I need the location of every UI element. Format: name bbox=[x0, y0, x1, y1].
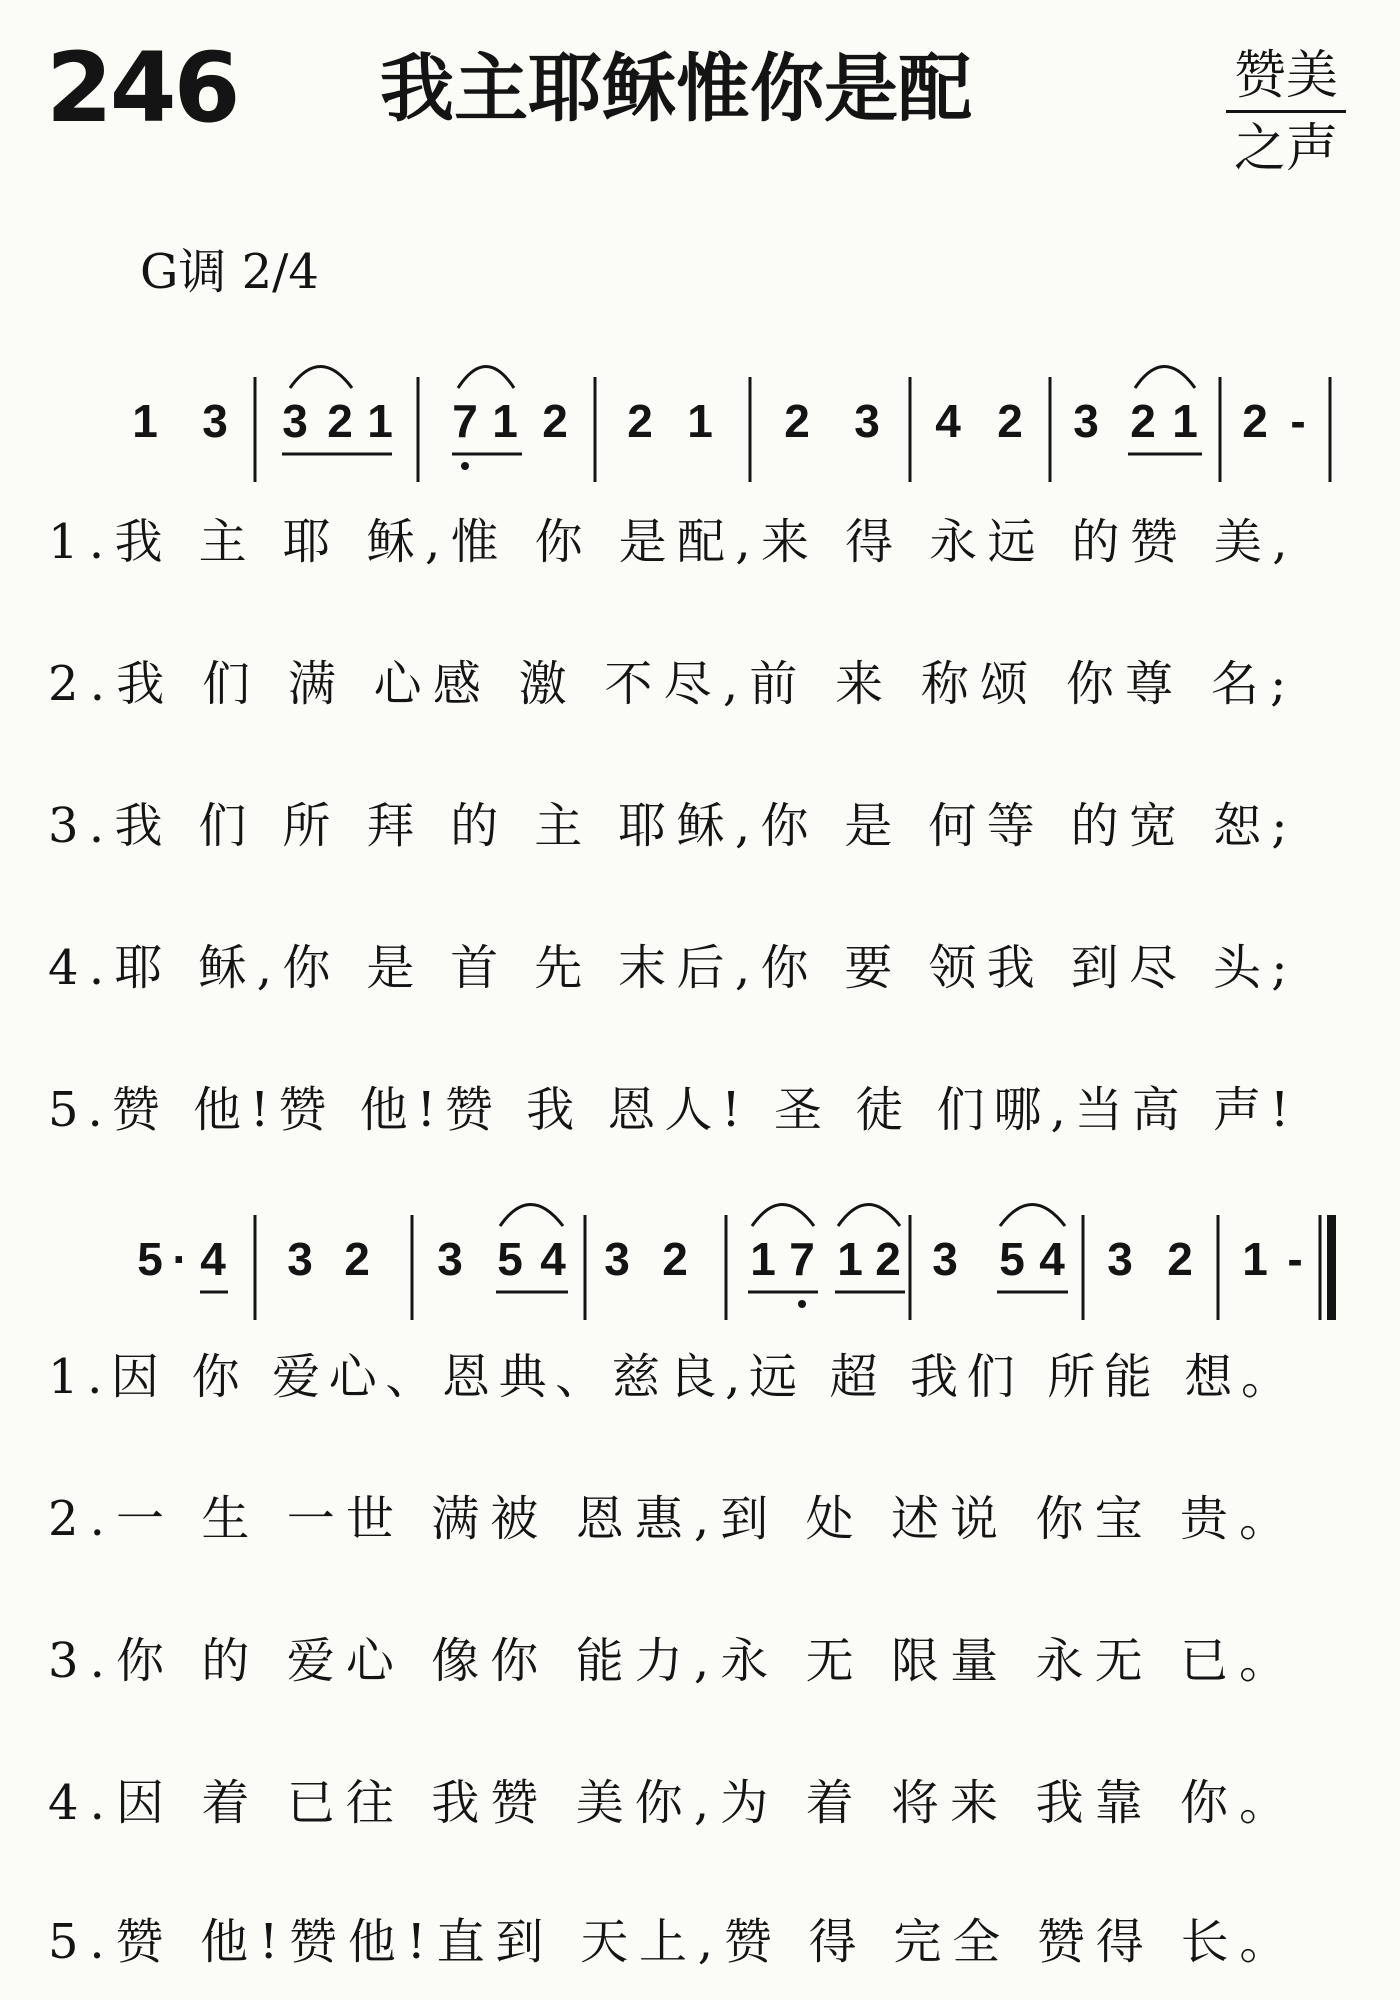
note: 3 bbox=[437, 1233, 463, 1285]
lyric-line: 4.耶 稣,你 是 首 先 末后,你 要 领我 到尽 头; bbox=[48, 940, 1298, 996]
note: 3 bbox=[287, 1233, 313, 1285]
notation-line-2 bbox=[0, 1218, 1400, 1308]
slur bbox=[458, 367, 514, 389]
note: 3 bbox=[282, 395, 308, 447]
note: 2 bbox=[344, 1233, 370, 1285]
note: 1 bbox=[1242, 1233, 1268, 1285]
note: 1 bbox=[750, 1233, 776, 1285]
slur bbox=[290, 367, 352, 389]
note: - bbox=[1290, 395, 1306, 447]
note: 3 bbox=[932, 1233, 958, 1285]
lyric-line: 5.赞 他!赞他!直到 天上,赞 得 完全 赞得 长。 bbox=[48, 1914, 1299, 1970]
lyric-line: 2.一 生 一世 满被 恩惠,到 处 述说 你宝 贵。 bbox=[48, 1491, 1299, 1547]
note: 2 bbox=[627, 395, 653, 447]
hymn-number: 246 bbox=[46, 32, 238, 144]
lyric-line: 1.因 你 爱心、恩典、慈良,远 超 我们 所能 想。 bbox=[48, 1349, 1298, 1405]
slur bbox=[838, 1205, 900, 1227]
note: 3 bbox=[604, 1233, 630, 1285]
lyric-line: 4.因 着 已往 我赞 美你,为 着 将来 我靠 你。 bbox=[48, 1775, 1299, 1831]
note: 5 bbox=[999, 1233, 1025, 1285]
note: 4 bbox=[1039, 1233, 1065, 1285]
notation-staff-1 bbox=[0, 380, 1400, 480]
note: 3 bbox=[1073, 395, 1099, 447]
note: 2 bbox=[784, 395, 810, 447]
lyric-line: 3.我 们 所 拜 的 主 耶稣,你 是 何等 的宽 恕; bbox=[48, 798, 1298, 854]
note: 1 bbox=[132, 395, 158, 447]
note: 2 bbox=[997, 395, 1023, 447]
note: 2 bbox=[542, 395, 568, 447]
note: 1 bbox=[687, 395, 713, 447]
key-signature: G调 2/4 bbox=[140, 244, 319, 300]
note: 3 bbox=[1107, 1233, 1133, 1285]
note: 4 bbox=[540, 1233, 566, 1285]
note: 2 bbox=[1130, 395, 1156, 447]
low-octave-dot bbox=[798, 1300, 806, 1308]
hymnal-source bbox=[1226, 46, 1346, 179]
note: 2 bbox=[662, 1233, 688, 1285]
source-line-2: 之声 bbox=[1233, 119, 1338, 179]
lyric-line: 2.我 们 满 心感 激 不尽,前 来 称颂 你尊 名; bbox=[48, 656, 1298, 712]
slur bbox=[1000, 1205, 1065, 1227]
note: 1 bbox=[492, 395, 518, 447]
note: 5 bbox=[497, 1233, 523, 1285]
note: 3 bbox=[854, 395, 880, 447]
notation-staff-2 bbox=[0, 1218, 1400, 1318]
note: 2 bbox=[1242, 395, 1268, 447]
note: 2 bbox=[1167, 1233, 1193, 1285]
note: 4 bbox=[935, 395, 961, 447]
note: 2 bbox=[327, 395, 353, 447]
source-line-1: 赞美 bbox=[1226, 50, 1346, 113]
note: - bbox=[1287, 1233, 1303, 1285]
notation-line-1 bbox=[0, 380, 1400, 470]
note: 2 bbox=[875, 1233, 901, 1285]
lyric-line: 1.我 主 耶 稣,惟 你 是配,来 得 永远 的赞 美, bbox=[48, 514, 1298, 570]
lyric-line: 3.你 的 爱心 像你 能力,永 无 限量 永无 已。 bbox=[48, 1633, 1299, 1689]
note: · bbox=[172, 1233, 188, 1285]
note: 1 bbox=[837, 1233, 863, 1285]
slur bbox=[752, 1205, 814, 1227]
low-octave-dot bbox=[461, 462, 469, 470]
lyric-line: 5.赞 他!赞 他!赞 我 恩人! 圣 徒 们哪,当高 声! bbox=[48, 1082, 1299, 1138]
note: 1 bbox=[1172, 395, 1198, 447]
note: 1 bbox=[367, 395, 393, 447]
note: 3 bbox=[202, 395, 228, 447]
note: 7 bbox=[789, 1233, 815, 1285]
hymn-title: 我主耶稣惟你是配 bbox=[380, 46, 972, 132]
slur bbox=[500, 1205, 563, 1227]
slur bbox=[1135, 367, 1195, 389]
final-barline bbox=[1327, 1215, 1336, 1320]
note: 7 bbox=[452, 395, 478, 447]
note: 4 bbox=[200, 1233, 226, 1285]
note: 5 bbox=[137, 1233, 163, 1285]
